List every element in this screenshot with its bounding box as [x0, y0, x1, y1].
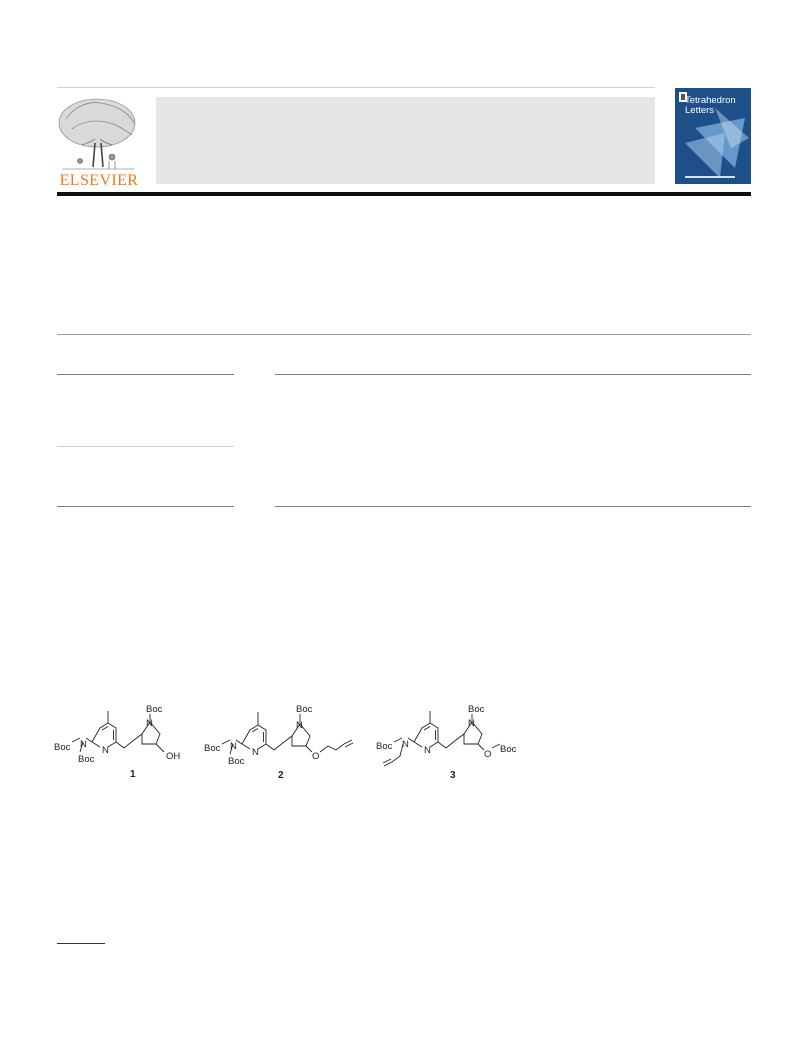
compound-2-number: 2: [278, 770, 284, 781]
section-divider: [57, 334, 751, 335]
compound-3-boc-o: Boc: [500, 744, 517, 755]
compound-1-n-pyridine: N: [102, 745, 109, 756]
compound-1-boc-left: Boc: [54, 742, 71, 753]
header-top-rule: [57, 87, 655, 88]
compound-2-n-amine: N: [230, 741, 237, 752]
compound-3-number: 3: [450, 770, 456, 781]
compound-2-n-pyridine: N: [252, 747, 259, 758]
journal-cover: [675, 88, 751, 184]
header-banner: [156, 97, 655, 184]
abstract-top-rule: [275, 374, 751, 375]
compound-1-boc-top: Boc: [146, 704, 163, 715]
compound-3-boc-left: Boc: [376, 741, 393, 752]
compound-2-n-ring: N: [296, 720, 303, 731]
article-info-top-rule: [57, 374, 234, 375]
compound-2-substituent: O: [312, 751, 320, 762]
chemical-structures-figure: [50, 700, 530, 790]
compound-1-n-amine: N: [80, 739, 87, 750]
compound-2-boc-top: Boc: [296, 704, 313, 715]
article-info-bottom-rule: [57, 506, 234, 507]
compound-3-n-ring: N: [468, 718, 475, 729]
compound-1-substituent: OH: [166, 751, 181, 762]
compound-3-n-pyridine: N: [424, 745, 431, 756]
abstract-bottom-rule: [275, 506, 751, 507]
footnote-rule: [57, 943, 105, 944]
journal-cover-title: Tetrahedron Letters: [685, 95, 736, 116]
compound-1-n-ring: N: [146, 718, 153, 729]
publisher-logo-text: ELSEVIER: [59, 172, 139, 189]
compound-2-boc-bottom: Boc: [228, 756, 245, 767]
compound-1-boc-bottom: Boc: [78, 754, 95, 765]
compound-3-boc-top: Boc: [468, 704, 485, 715]
compound-3-structure: [383, 711, 500, 766]
article-info-mid-rule: [57, 446, 234, 447]
compound-3-substituent: O: [484, 749, 492, 760]
compound-1-number: 1: [130, 769, 136, 780]
elsevier-tree-icon: [52, 95, 142, 175]
compound-2-structure: [222, 712, 353, 754]
compound-2-boc-left: Boc: [204, 743, 221, 754]
compound-3-n-amine: N: [402, 739, 409, 750]
header-bottom-rule: [57, 192, 751, 196]
